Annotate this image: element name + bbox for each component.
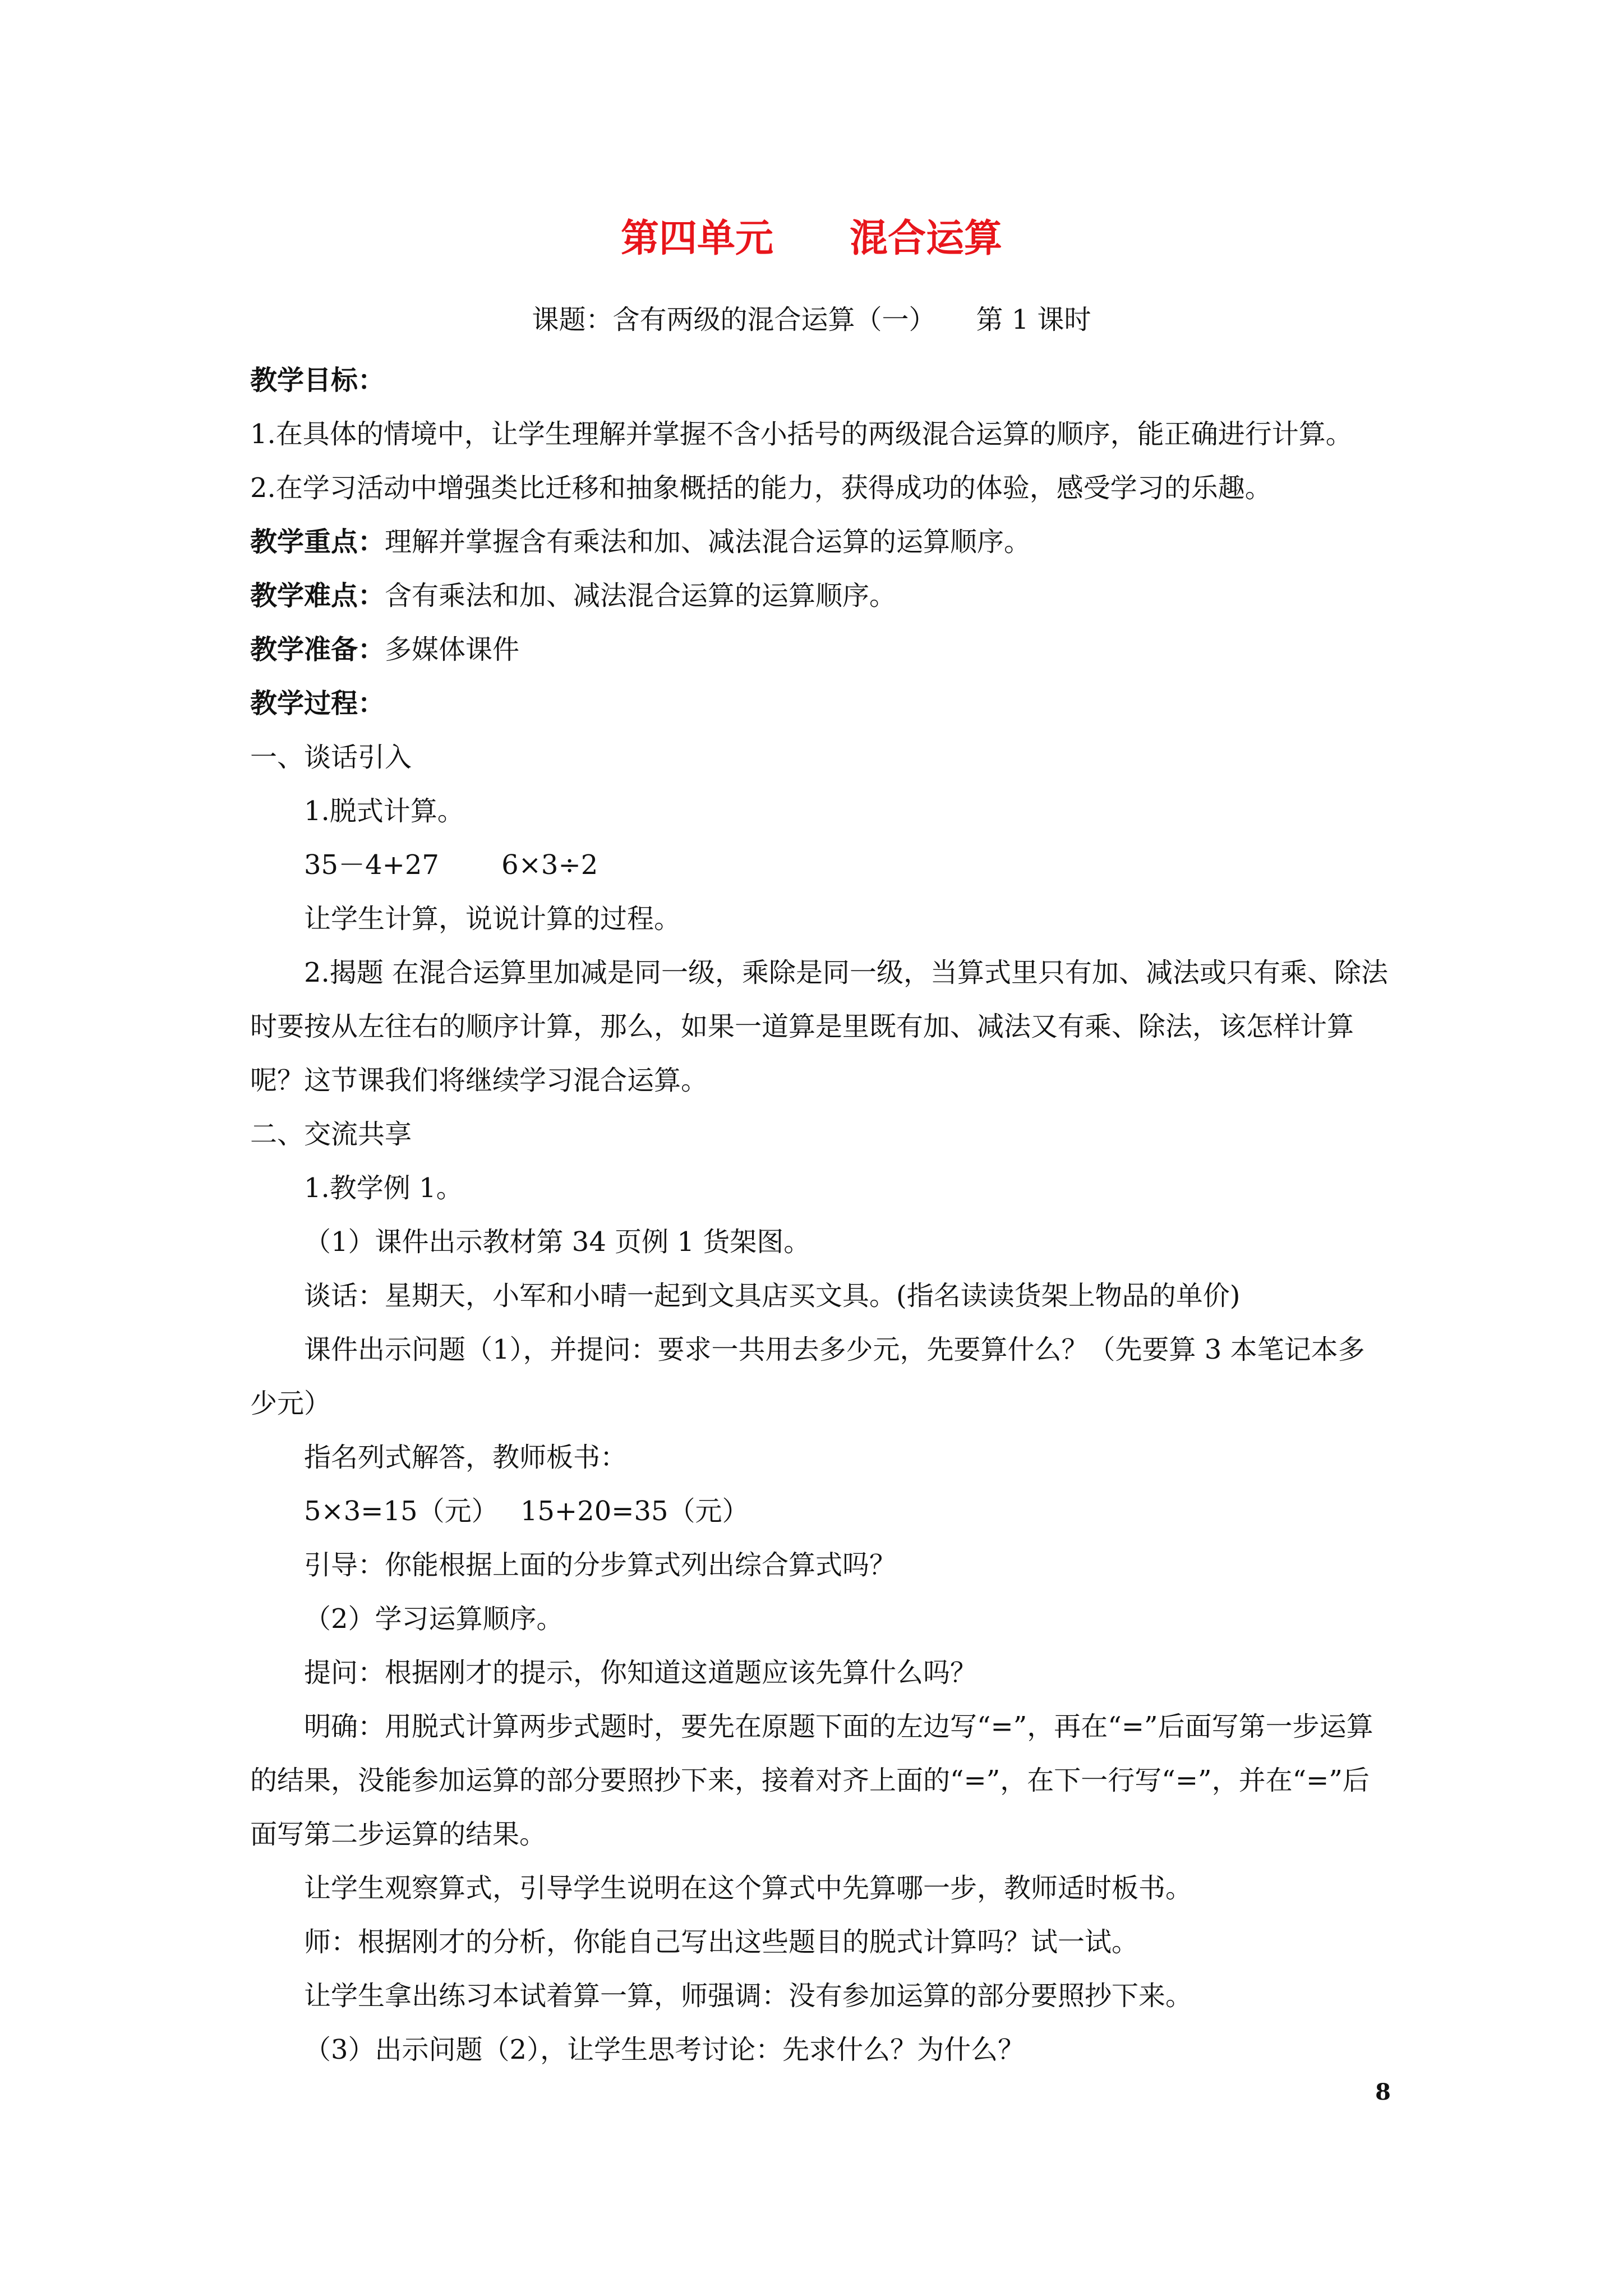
page-title: 第四单元 混合运算 bbox=[620, 216, 1002, 261]
objective-item-2: 2.在学习活动中增强类比迁移和抽象概括的能力，获得成功的体验，感受学习的乐趣。 bbox=[250, 472, 1272, 504]
paragraph: 让学生计算，说说计算的过程。 bbox=[304, 903, 681, 935]
paragraph: 师：根据刚才的分析，你能自己写出这些题目的脱式计算吗？试一试。 bbox=[304, 1926, 1139, 1958]
preparation-label: 教学准备： bbox=[250, 634, 385, 665]
page-number: 8 bbox=[1375, 2079, 1391, 2105]
key-point-text: 理解并掌握含有乘法和加、减法混合运算的运算顺序。 bbox=[385, 526, 1031, 558]
paragraph: 提问：根据刚才的提示，你知道这道题应该先算什么吗？ bbox=[304, 1657, 978, 1688]
objectives-label: 教学目标： bbox=[250, 365, 385, 396]
difficulty-text: 含有乘法和加、减法混合运算的运算顺序。 bbox=[385, 580, 897, 611]
document-body bbox=[250, 353, 1389, 2077]
paragraph: 明确：用脱式计算两步式题时，要先在原题下面的左边写“=”，再在“=”后面写第一步运算的结果，没能参加运算的部分要照抄下来，接着对齐上面的“=”，在下一行写“=”，并在“=”后面写第二步运算的结果。 bbox=[250, 1711, 1373, 1850]
paragraph: 谈话：星期天，小军和小晴一起到文具店买文具。(指名读读货架上物品的单价) bbox=[304, 1280, 1241, 1312]
paragraph: 让学生观察算式，引导学生说明在这个算式中先算哪一步，教师适时板书。 bbox=[304, 1872, 1193, 1904]
paragraph: （3）出示问题（2），让学生思考讨论：先求什么？为什么？ bbox=[304, 2034, 1025, 2065]
lesson-subtitle: 课题：含有两级的混合运算（一） 第 1 课时 bbox=[532, 304, 1091, 335]
paragraph: 1.教学例 1。 bbox=[304, 1172, 463, 1204]
paragraph: （1）课件出示教材第 34 页例 1 货架图。 bbox=[304, 1226, 811, 1258]
preparation-text: 多媒体课件 bbox=[385, 634, 520, 665]
difficulty bbox=[250, 569, 1389, 623]
difficulty-label: 教学难点： bbox=[250, 580, 385, 611]
paragraph: 让学生拿出练习本试着算一算，师强调：没有参加运算的部分要照抄下来。 bbox=[304, 1980, 1193, 2012]
process-label: 教学过程： bbox=[250, 688, 385, 719]
paragraph: 指名列式解答，教师板书： bbox=[304, 1442, 628, 1473]
paragraph: 引导：你能根据上面的分步算式列出综合算式吗？ bbox=[304, 1549, 897, 1581]
paragraph: （2）学习运算顺序。 bbox=[304, 1603, 564, 1635]
preparation bbox=[250, 623, 1389, 677]
paragraph: 2.揭题 在混合运算里加减是同一级，乘除是同一级，当算式里只有加、减法或只有乘、除法时要按从左往右的顺序计算，那么，如果一道算是里既有加、减法又有乘、除法，该怎样计算呢？这节课我们将继续学习混合运算。 bbox=[250, 957, 1389, 1096]
expression-line: 35－4+27 6×3÷2 bbox=[304, 849, 598, 881]
paragraph: 课件出示问题（1），并提问：要求一共用去多少元，先要算什么？（先要算 3 本笔记本多少元） bbox=[250, 1334, 1365, 1419]
objective-item-1: 1.在具体的情境中，让学生理解并掌握不含小括号的两级混合运算的顺序，能正确进行计算。 bbox=[250, 418, 1353, 450]
section-heading-share: 二、交流共享 bbox=[250, 1119, 412, 1150]
key-point-label: 教学重点： bbox=[250, 526, 385, 558]
section-heading-intro: 一、谈话引入 bbox=[250, 742, 412, 773]
expression-line: 5×3=15（元） 15+20=35（元） bbox=[304, 1496, 749, 1527]
paragraph: 1.脱式计算。 bbox=[304, 795, 464, 827]
key-point bbox=[250, 515, 1389, 569]
